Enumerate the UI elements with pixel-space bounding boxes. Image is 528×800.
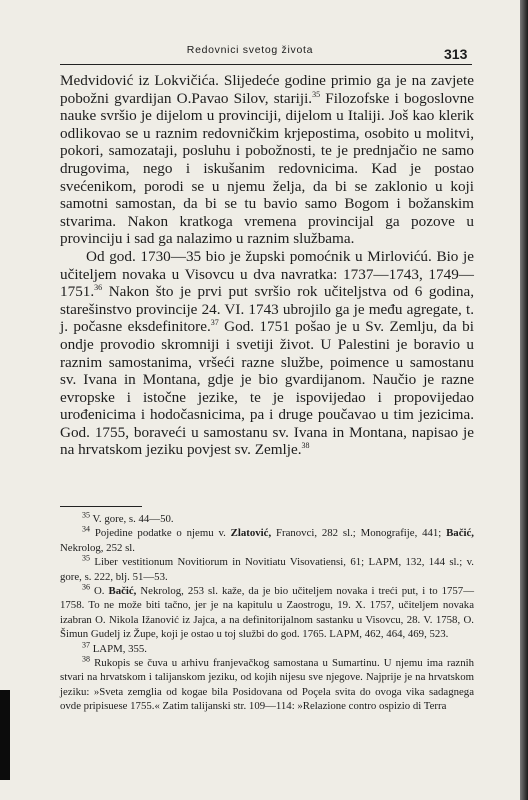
footnote — [60, 512, 474, 526]
footnote-ref: 36 — [94, 283, 103, 293]
footnote-text: Liber vestitionum Novitiorum in Novitiatu Visovatiensi, 61; LAPM, 132, 144 sl.; v. gore, s. 222, blj. 51—53. — [60, 556, 475, 583]
footnote-ref: 38 — [301, 441, 310, 451]
paragraph-text: Od god. 1730—35 bio je župski pomoćnik u Mirlovićú. Bio je učiteljem novaka u Visovcu u dva navratka: 1737—1743, 1749—1751. — [60, 247, 474, 301]
header-rule — [60, 64, 472, 65]
paragraph — [60, 72, 474, 248]
footnote-ref: 35 — [312, 89, 321, 99]
footnote-number: 34 — [82, 524, 90, 534]
footnote — [60, 526, 474, 555]
paragraph-text: Nakon što je prvi put svršio rok učiteljstva od 6 godina, starešinstvo provincije 24. VI. 1743 ubrojilo ga je među agregate, t. j. počasne eksdefinitore. — [60, 283, 474, 336]
main-text — [60, 72, 474, 459]
paragraph-text: Filozofske i bogoslovne nauke svršio je dijelom u provinciji, dijelom u Italiji. Još kao klerik odlikovao se u raznim redovničkim krjepostima, osobito u molitvi, pokori, samozataji, posluhu i pobožnosti, te je prednjačio ne samo drugovima, nego i iskušanim redovnicima. Kad je postao svećenikom, porodi se u njemu želja, da bi se zaklonio u koji samotni samostan, da bi se tu bavio samo Bogom i božanskim stvarima. Nakon kratkoga vremena provincijal ga pozove u provinciju i sad ga nalazimo u raznim službama. — [60, 89, 474, 248]
footnote-number: 35 — [82, 510, 90, 520]
footnote-number: 35 — [82, 553, 90, 563]
footnote-text: LAPM, 355. — [92, 642, 147, 655]
footnote-text: Rukopis se čuva u arhivu franjevačkog samostana u Sumartinu. U njemu ima raznih stvari na hrvatskom i talijanskom jeziku, od kojih nijesu sve njegove. Najprije je na hrvatskom jeziku: »Sveta zemglia od kogae bila Posidovana od Poçela svita do ovoga vika sadagnega ovde pripisuese 1755.« Zatim talijanski str. 109—114: »Relazione contro ospizio di Terra — [60, 657, 475, 713]
footnote-text: Nekrolog, 252 sl. — [60, 541, 135, 554]
page-number: 313 — [444, 46, 468, 62]
paragraph-text: Medvidović iz Lokvičića. Slijedeće godine primio ga je na zavjete pobožni gvardijan O.Pavao Silov, stariji. — [60, 72, 474, 107]
paragraph — [60, 248, 474, 459]
footnote-text: Pojedine podatke o njemu v. — [94, 527, 231, 540]
footnote — [60, 584, 474, 642]
page-edge-mark — [0, 690, 10, 780]
author-name: Bačić, — [446, 527, 474, 540]
footnote — [60, 642, 474, 656]
footnote — [60, 656, 474, 714]
footnote — [60, 555, 474, 584]
footnote-text: Nekrolog, 253 sl. kaže, da je bio učiteljem novaka i treći put, i to 1757—1758. To ne može biti tačno, jer je na kapitulu u Zaostrogu, 19. X. 1757, učiteljem novaka izabran O. Nikola Ižanović iz Jajca, a na definitorijalnom sastanku u Visovcu, 28. V. 1758, O. Šimun Gudelj iz Župe, koji je ostao u toj službi do god. 1765. LAPM, 462, 464, 469, 523. — [60, 585, 474, 641]
footnote-number: 38 — [82, 654, 90, 664]
footnote-number: 36 — [82, 582, 90, 592]
footnote-number: 37 — [82, 640, 90, 650]
footnote-ref: 37 — [210, 318, 219, 328]
footnote-text: O. — [94, 585, 109, 598]
footnote-text: V. gore, s. 44—50. — [92, 513, 174, 525]
author-name: Zlatović, — [230, 527, 272, 540]
footnote-rule — [60, 506, 142, 507]
paragraph-text: God. 1751 pošao je u Sv. Zemlju, da bi ondje provodio skromniji i svetiji život. U Palestini je boravio u raznim samostanima, vršeći razne službe, poimence u samostanu sv. Ivana in Montana, gdje je bio gvardijanom. Naučio je razne evropske i istočne jezike, te je ispovijedao i propovijedao urođenicima i hodočasnicima, pa i druge poučavao u tim jezicima. God. 1755, boraveći u samostanu sv. Ivana in Montana, napisao je na hrvatskom jeziku povjest sv. Zemlje. — [60, 318, 474, 459]
footnotes — [60, 512, 474, 714]
author-name: Bačić, — [108, 585, 137, 598]
page-edge-shadow — [520, 0, 528, 800]
running-title: Redovnici svetog života — [186, 44, 314, 56]
footnote-text: Franovci, 282 sl.; Monografije, 441; — [271, 527, 447, 540]
